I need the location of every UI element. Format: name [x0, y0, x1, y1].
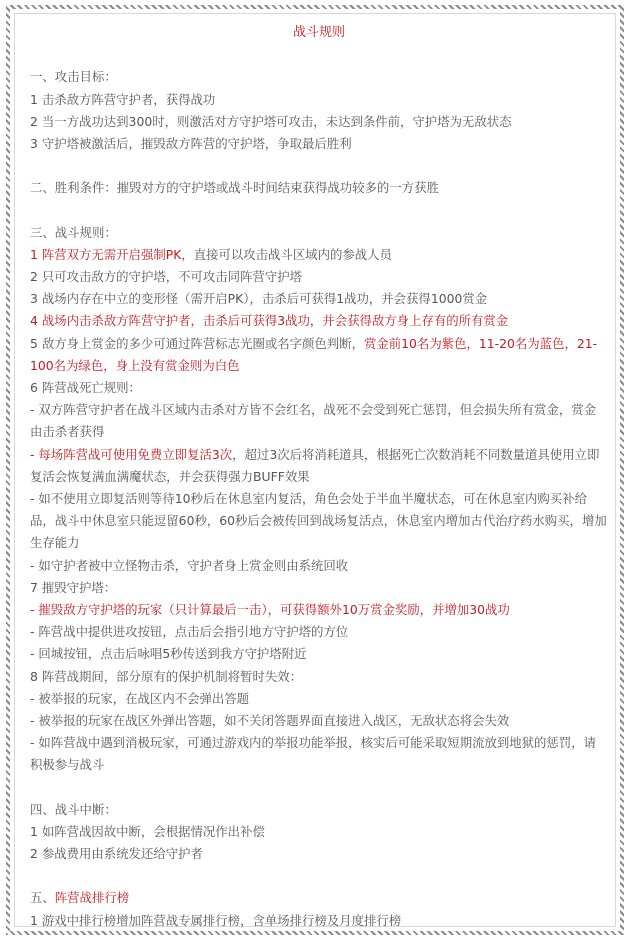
rule-5 — [30, 333, 608, 377]
rule-7-item-3: - 回城按钮，点击后咏唱5秒传送到我方守护塔附近 — [30, 646, 307, 662]
section-5-item-1: 1 游戏中排行榜增加阵营战专属排行榜，含单场排行榜及月度排行榜 — [30, 912, 402, 928]
spacer — [30, 777, 608, 799]
rule-3: 3 战场内存在中立的变形怪（需开启PK），击杀后可获得1战功，并会获得1000赏金 — [30, 291, 488, 307]
rule-7-item-2: - 阵营战中提供进攻按钮，点击后会指引地方守护塔的方位 — [30, 624, 349, 640]
rule-8-item-3: - 如阵营战中遇到消极玩家，可通过游戏内的举报功能举报，核实后可能采取短期流放到地狱的惩罚，请积极参与战斗 — [30, 735, 596, 773]
section-5-heading-highlight: 阵营战排行榜 — [54, 890, 130, 906]
rule-6-heading: 6 阵营战死亡规则： — [30, 380, 141, 396]
spacer — [30, 155, 608, 177]
spacer — [30, 200, 608, 222]
rule-1-highlight: 1 阵营双方无需开启强制PK — [30, 246, 182, 262]
section-3-heading: 三、战斗规则： — [30, 224, 117, 240]
rule-4: 4 战场内击杀敌方阵营守护者，击杀后可获得3战功，并会获得敌方身上存有的所有赏金 — [30, 313, 509, 329]
rule-6-item-2 — [30, 444, 608, 488]
rule-6-item-4: - 如守护者被中立怪物击杀，守护者身上赏金则由系统回收 — [30, 557, 349, 573]
spacer — [30, 44, 608, 66]
section-2-heading: 二、胜利条件：摧毁对方的守护塔或战斗时间结束获得战功较多的一方获胜 — [30, 180, 439, 196]
rule-8-item-2: - 被举报的玩家在战区外弹出答题，如不关闭答题界面直接进入战区，无敌状态将会失效 — [30, 712, 510, 728]
rule-7-heading: 7 摧毁守护塔： — [30, 579, 117, 595]
spacer — [30, 865, 608, 887]
rule-5-highlight: 赏金前10名为紫色，11-20名为蓝色，21-100名为绿色，身上没有赏金则为白色 — [30, 335, 598, 373]
rule-5-text: 5 敌方身上赏金的多少可通过阵营标志光圈或名字颜色判断， — [30, 335, 364, 351]
rule-6-item-1: - 双方阵营守护者在战斗区域内击杀对方皆不会红名，战死不会受到死亡惩罚，但会损失所有赏金，赏金由击杀者获得 — [30, 402, 596, 440]
rule-6-item-3: - 如不使用立即复活则等待10秒后在休息室内复活，角色会处于半血半魔状态，可在休息室内购买补给品，战斗中休息室只能逗留60秒，60秒后会被传回到战场复活点，休息室内增加古代治疗药水购买，增加生存能力 — [30, 491, 607, 551]
rule-6-item-2-highlight: - 每场阵营战可使用免费立即复活3次 — [30, 446, 233, 462]
rule-8-heading: 8 阵营战期间，部分原有的保护机制将暂时失效： — [30, 668, 303, 684]
page-title: 战斗规则 — [292, 25, 345, 40]
section-5-heading — [30, 887, 608, 909]
section-4-item-1: 1 如阵营战因故中断，会根据情况作出补偿 — [30, 823, 265, 839]
rule-8-item-1: - 被举报的玩家，在战区内不会弹出答题 — [30, 690, 250, 706]
section-4-item-2: 2 参战费用由系统发还给守护者 — [30, 846, 203, 862]
section-4-heading: 四、战斗中断： — [30, 801, 117, 817]
rule-2: 2 只可攻击敌方的守护塔，不可攻击同阵营守护塔 — [30, 269, 303, 285]
rule-6-item-2-text: ，超过3次后将消耗道具，根据死亡次数消耗不同数量道具使用立即复活会恢复满血满魔状态，并会获得强力BUFF效果 — [30, 446, 600, 484]
rule-7-item-1: - 摧毁敌方守护塔的玩家（只计算最后一击），可获得额外10万赏金奖励，并增加30战功 — [30, 602, 510, 618]
rules-document — [30, 22, 608, 932]
section-1-heading: 一、攻击目标： — [30, 69, 117, 85]
section-5-heading-prefix: 五、 — [30, 890, 55, 906]
rule-1-text: ，直接可以攻击战斗区域内的参战人员 — [181, 246, 392, 262]
section-1-item-1: 1 击杀敌方阵营守护者，获得战功 — [30, 91, 216, 107]
rule-1 — [30, 244, 608, 266]
section-1-item-3: 3 守护塔被激活后，摧毁敌方阵营的守护塔，争取最后胜利 — [30, 135, 352, 151]
section-1-item-2: 2 当一方战功达到300时，则激活对方守护塔可攻击，未达到条件前，守护塔为无敌状态 — [30, 113, 512, 129]
